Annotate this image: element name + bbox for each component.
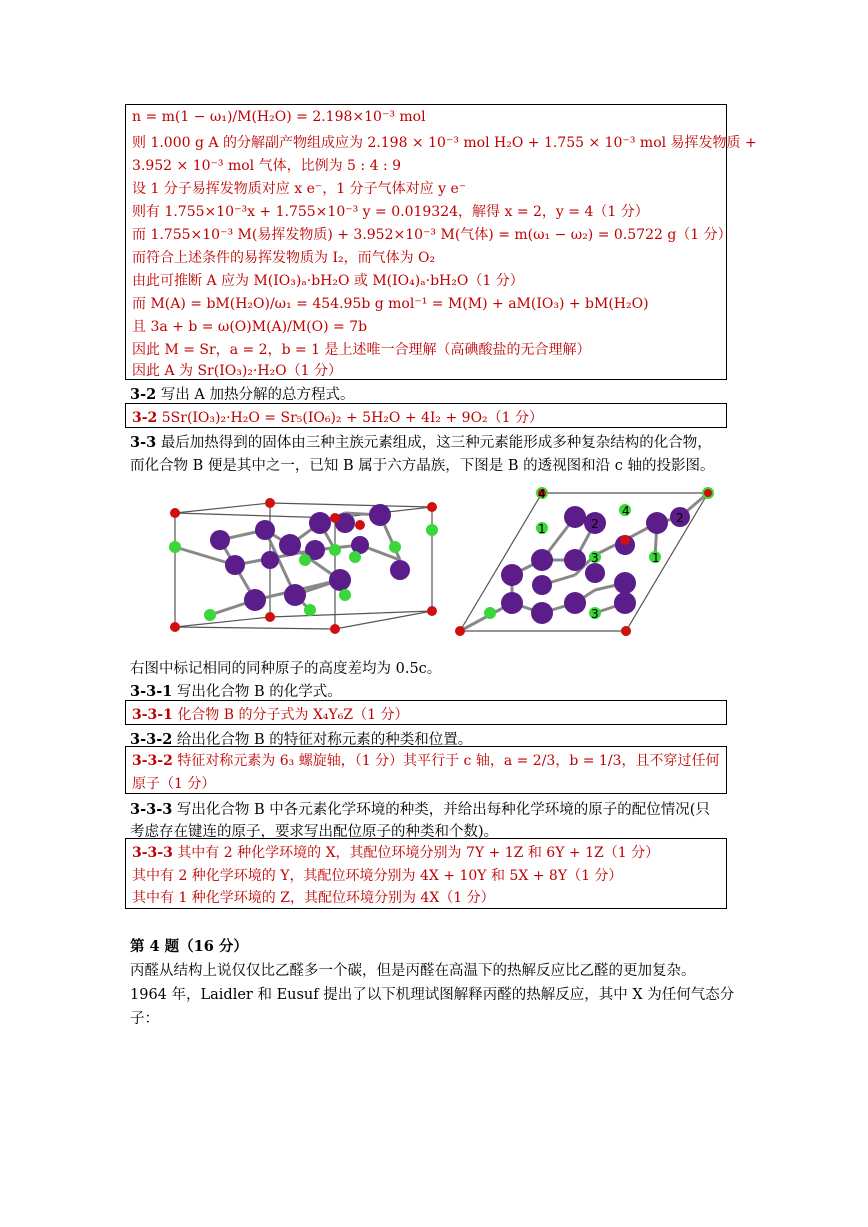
- box1-line: 因此 A 为 Sr(IO₃)₂·H₂O（1 分）: [132, 363, 343, 379]
- question-4-line3: 子：: [130, 1011, 159, 1027]
- box1-line: 而 M(A) = bM(H₂O)/ω₁ = 454.95b g mol⁻¹ = M(M) + aM(IO₃) + bM(H₂O): [132, 296, 649, 312]
- question-number: 3-3-2: [130, 731, 173, 748]
- perspective-view-figure: [160, 485, 450, 645]
- answer-3-3-3-line3: 其中有 1 种化学环境的 Z，其配位环境分别为 4X（1 分）: [132, 890, 495, 906]
- answer-text: 5Sr(IO₃)₂·H₂O = Sr₅(IO₆)₂ + 5H₂O + 4I₂ + 9O₂（1 分）: [161, 410, 544, 426]
- question-3-3-1: [130, 680, 342, 701]
- answer-number: 3-3-1: [132, 707, 173, 723]
- answer-3-3-1: [132, 704, 408, 724]
- box1-line: n = m(1 − ω₁)/M(H₂O) = 2.198×10⁻³ mol: [132, 109, 426, 125]
- question-number: 3-3: [130, 434, 157, 451]
- answer-3-3-2-line1: [132, 750, 719, 770]
- figure-note: 右图中标记相同的同种原子的高度差均为 0.5c。: [130, 661, 442, 677]
- atom-labels: [538, 487, 684, 621]
- label-4: 4: [538, 487, 546, 501]
- answer-number: 3-2: [132, 410, 158, 426]
- question-3-3-line1: [130, 431, 712, 452]
- answer-text: 其中有 2 种化学环境的 X，其配位环境分别为 7Y + 1Z 和 6Y + 1Z（1 分）: [177, 845, 660, 861]
- question-text: 给出化合物 B 的特征对称元素的种类和位置。: [176, 732, 473, 748]
- box1-line: 设 1 分子易挥发物质对应 x e⁻，1 分子气体对应 y e⁻: [132, 181, 467, 197]
- answer-box-3-2: [125, 403, 727, 428]
- answer-number: 3-3-3: [132, 845, 173, 861]
- box1-line: 3.952 × 10⁻³ mol 气体，比例为 5 : 4 : 9: [132, 158, 402, 174]
- question-4-line2: 1964 年，Laidler 和 Eusuf 提出了以下机理试图解释丙醛的热解反应，其中 X 为任何气态分: [130, 987, 735, 1003]
- question-number: 3-2: [130, 386, 157, 403]
- answer-number: 3-3-2: [132, 753, 173, 769]
- box1-line: 则 1.000 g A 的分解副产物组成应为 2.198 × 10⁻³ mol H₂O + 1.755 × 10⁻³ mol 易挥发物质 +: [132, 135, 757, 151]
- question-text: 写出 A 加热分解的总方程式。: [160, 387, 355, 403]
- label-1: 1: [538, 522, 546, 536]
- answer-text: 特征对称元素为 6₃ 螺旋轴，（1 分）其平行于 c 轴，a = 2/3，b = 1/3，且不穿过任何: [177, 753, 720, 769]
- question-3-3-3-line1: [130, 798, 710, 819]
- label-2: 2: [591, 517, 599, 531]
- question-text: 写出化合物 B 的化学式。: [176, 684, 342, 700]
- label-3: 3: [591, 607, 599, 621]
- label-2: 2: [676, 511, 684, 525]
- answer-box-3-1: [125, 104, 757, 380]
- question-text: 写出化合物 B 中各元素化学环境的种类，并给出每种化学环境的原子的配位情况(只: [176, 802, 710, 818]
- question-number: 3-3-1: [130, 683, 173, 700]
- answer-box-3-3-3: [125, 838, 727, 909]
- answer-box-3-3-2: [125, 746, 727, 794]
- answer-3-3-3-line1: [132, 842, 659, 862]
- box1-line: 则有 1.755×10⁻³x + 1.755×10⁻³ y = 0.019324，解得 x = 2，y = 4（1 分）: [132, 204, 649, 220]
- question-4-line1: 丙醛从结构上说仅仅比乙醛多一个碳，但是丙醛在高温下的热解反应比乙醛的更加复杂。: [130, 963, 696, 979]
- question-3-2: [130, 383, 355, 404]
- question-4-title: 第 4 题（16 分）: [130, 938, 248, 955]
- box1-line: 且 3a + b = ω(O)M(A)/M(O) = 7b: [132, 319, 368, 335]
- box1-line: 而符合上述条件的易挥发物质为 I₂，而气体为 O₂: [132, 250, 436, 266]
- answer-3-2: [132, 407, 543, 427]
- question-text: 最后加热得到的固体由三种主族元素组成，这三种元素能形成多种复杂结构的化合物，: [160, 435, 712, 451]
- label-1: 1: [652, 551, 660, 565]
- question-3-3-3-line2: 考虑存在键连的原子，要求写出配位原子的种类和个数)。: [130, 824, 499, 840]
- question-3-3-line2: 而化合物 B 便是其中之一，已知 B 属于六方晶族，下图是 B 的透视图和沿 c 轴的投影图。: [130, 458, 715, 474]
- question-number: 3-3-3: [130, 801, 173, 818]
- label-4: 4: [622, 504, 630, 518]
- answer-text: 化合物 B 的分子式为 X₄Y₆Z（1 分）: [177, 707, 409, 723]
- label-3: 3: [591, 551, 599, 565]
- answer-box-3-3-1: [125, 700, 727, 725]
- box1-line: 而 1.755×10⁻³ M(易挥发物质) + 3.952×10⁻³ M(气体) = m(ω₁ − ω₂) = 0.5722 g（1 分）: [132, 227, 732, 243]
- answer-3-3-2-line2: 原子（1 分）: [132, 776, 216, 792]
- answer-3-3-3-line2: 其中有 2 种化学环境的 Y，其配位环境分别为 4X + 10Y 和 5X + 8Y（1 分）: [132, 868, 623, 884]
- box1-line: 因此 M = Sr，a = 2，b = 1 是上述唯一合理解（高碘酸盐的无合理解）: [132, 342, 591, 358]
- box1-line: 由此可推断 A 应为 M(IO₃)ₐ·bH₂O 或 M(IO₄)ₐ·bH₂O（1 分）: [132, 273, 524, 289]
- projection-view-figure: [450, 485, 720, 645]
